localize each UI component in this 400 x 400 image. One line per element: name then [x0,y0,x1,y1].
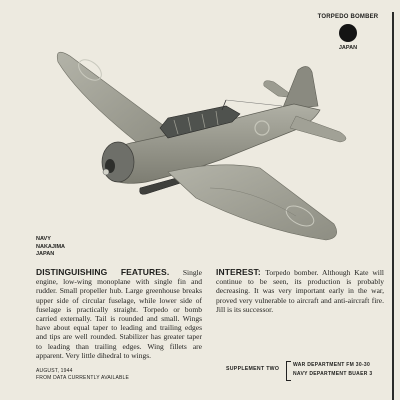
service-label: NAVY [36,236,51,242]
war-department-ref: WAR DEPARTMENT FM 30-30 [293,362,371,368]
data-source-note: FROM DATA CURRENTLY AVAILABLE [36,375,130,381]
interest-heading: INTEREST: [216,267,266,277]
supplement-label: SUPPLEMENT TWO [226,366,280,372]
torpedo-bomber-aircraft-image [50,48,350,243]
publication-info [36,368,129,382]
publication-date: AUGUST, 1944 [36,368,73,374]
features-heading: DISTINGUISHING FEATURES. [36,267,183,277]
badge-country-label: JAPAN [338,45,358,51]
aircraft-identification [36,236,65,259]
interest-text: Torpedo bomber. Although Kate will continue to be seen, its production is probably decreasing. It was very important early in the war, proved very vulnerable to aircraft and anti-aircraft fire. Jill is its successor. [216,268,384,314]
aircraft-photo [50,48,350,243]
navy-department-ref: NAVY DEPARTMENT BUAER 3 [293,370,373,377]
manufacturer-label: NAKAJIMA [36,243,66,250]
reference-bracket [286,361,291,381]
country-label: JAPAN [36,251,55,257]
national-insignia-disc [339,24,357,42]
distinguishing-features-section [36,268,202,360]
document-references [293,361,372,378]
interest-section [216,268,384,314]
aircraft-role-label: TORPEDO BOMBER [317,14,379,20]
aircraft-type-badge [310,14,386,51]
features-text: Single engine, low-wing monoplane with single fin and rudder. Small propeller hub. Large greenhouse breaks upper side of circular fuselage, while lower side of fuselage is practically straight. Torpedo or bomb carried externally. Tail is rounded and small. Wings have about equal taper to leading and trailing edges and tips are well rounded. Stabilizer has greater taper to leading than trailing edges. Wing fillets are apparent. Very little dihedral to wings. [36,268,202,360]
page-edge-rule [392,12,394,400]
